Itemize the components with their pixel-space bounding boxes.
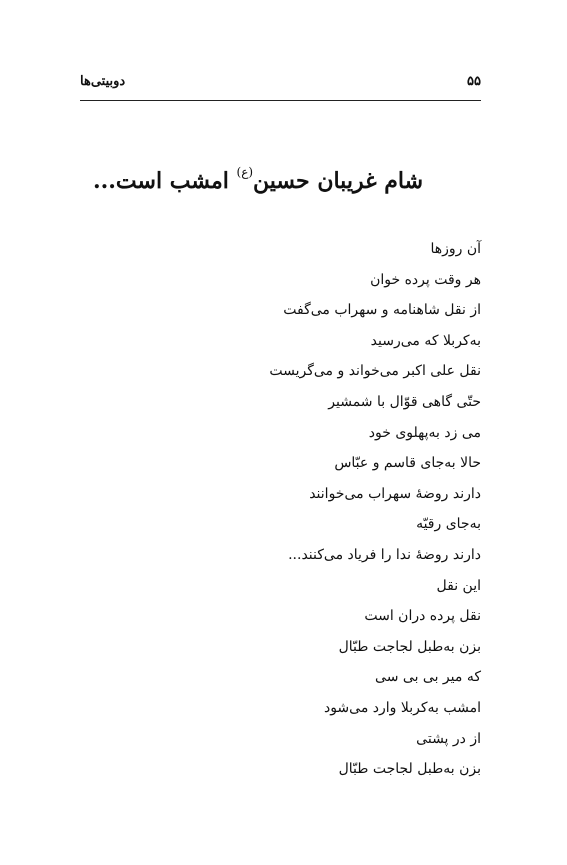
poem-body <box>161 234 481 785</box>
poem-line: از در پشتی <box>416 730 481 747</box>
poem-title-honorific: (ع) <box>236 164 254 179</box>
poem-line: از نقل شاهنامه و سهراب می‌گفت <box>283 302 481 319</box>
running-title: دوبیتی‌ها <box>80 74 126 89</box>
poem-title-main: شام غریبان حسین <box>253 168 423 194</box>
poem-line: دارند روضهٔ سهراب می‌خوانند <box>309 485 481 502</box>
page-number: ۵۵ <box>467 74 481 89</box>
poem-line: به‌کربلا که می‌رسید <box>370 332 481 349</box>
poem-line: هر وقت پرده خوان <box>370 271 481 288</box>
poem-line: می زد به‌پهلوی خود <box>368 424 481 441</box>
poem-line: به‌جای رقیّه <box>416 516 481 533</box>
poem-title <box>92 164 423 194</box>
page-header <box>80 70 481 101</box>
poem-line: آن روزها <box>430 241 481 257</box>
poem-title-tail: امشب است... <box>92 168 237 194</box>
poem-line: بزن به‌طبل لجاجت طبّال <box>338 638 481 655</box>
poem-line: دارند روضهٔ ندا را فریاد می‌کنند... <box>288 546 481 563</box>
poem-line: که میر بی بی سی <box>375 669 481 686</box>
poem-line: نقل پرده دران است <box>364 608 481 625</box>
poem-line: امشب به‌کربلا وارد می‌شود <box>323 699 481 716</box>
poem-line: بزن به‌طبل لجاجت طبّال <box>338 761 481 778</box>
poem-line: حالا به‌جای قاسم و عبّاس <box>334 455 481 472</box>
poem-line: این نقل <box>436 577 481 594</box>
poem-line: حتّی گاهی قوّال با شمشیر <box>328 393 481 410</box>
poem-line: نقل علی اکبر می‌خواند و می‌گریست <box>269 363 481 380</box>
